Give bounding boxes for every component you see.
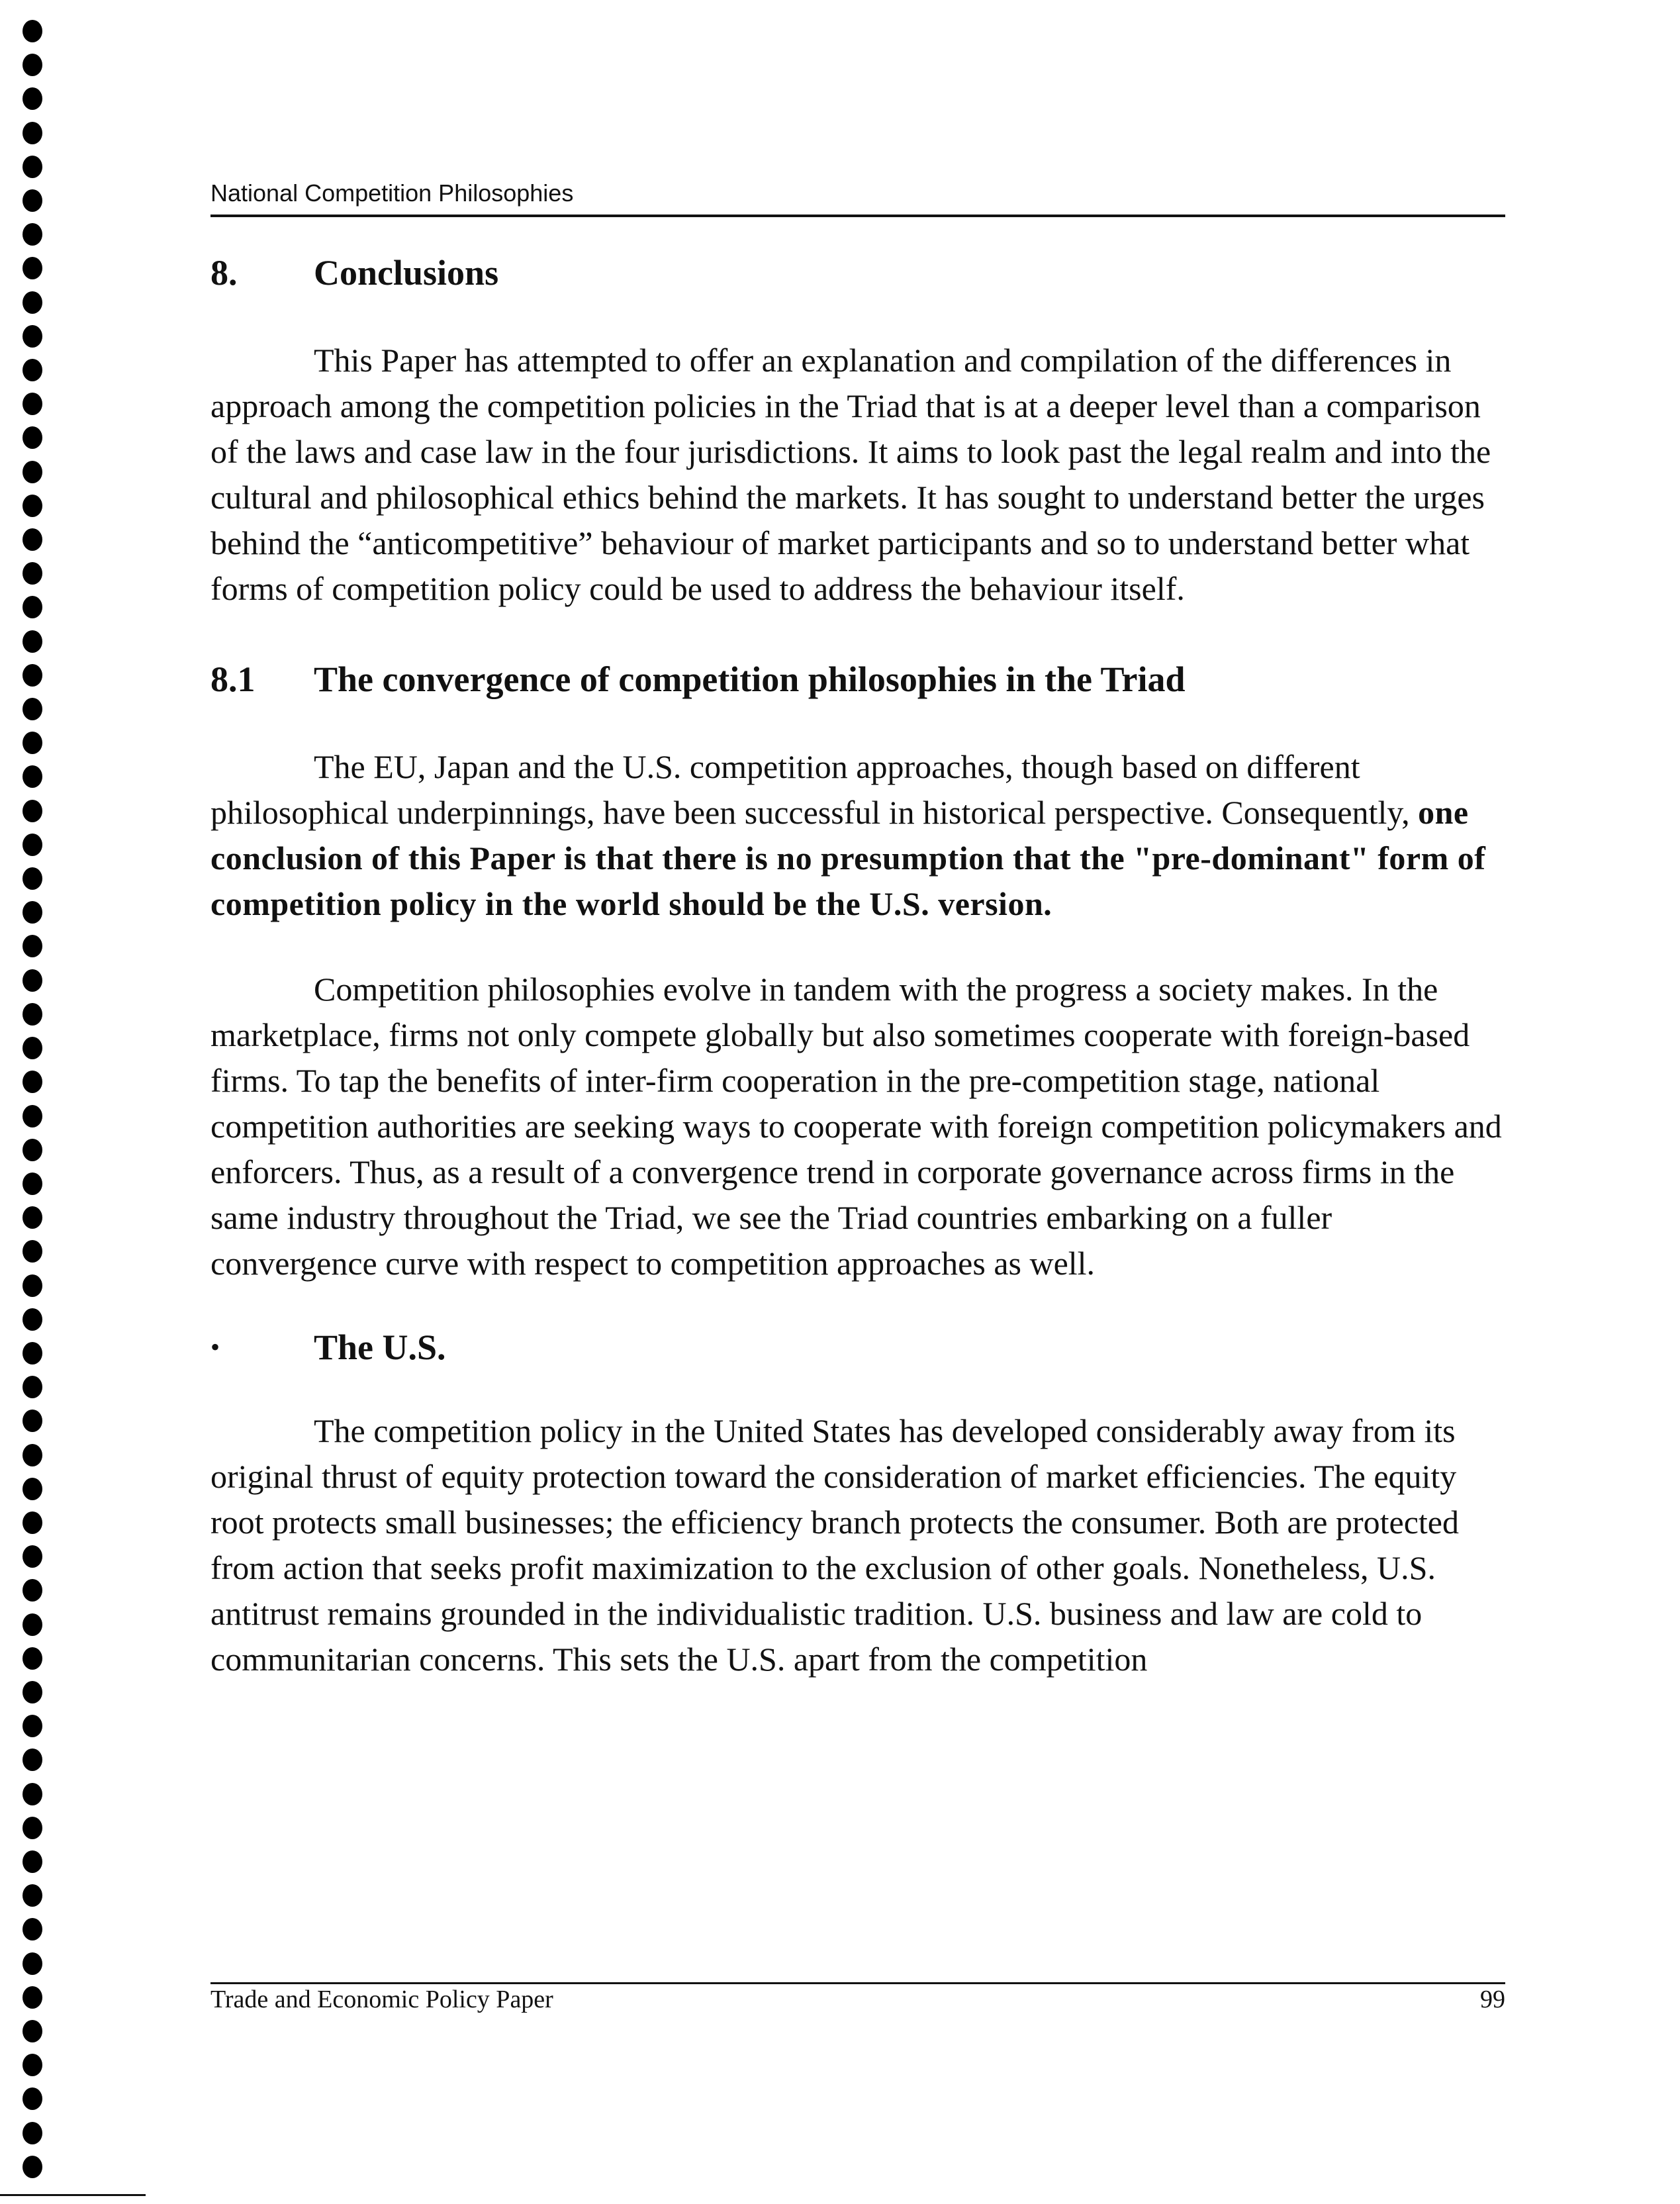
binder-hole <box>23 2122 42 2144</box>
binder-hole <box>23 1715 42 1737</box>
paragraph-evolution: Competition philosophies evolve in tandem with the progress a society makes. In the marketplace, firms not only compete globally but also sometimes cooperate with foreign-based firms. To tap the benefits of inter-firm cooperation in the pre-competition stage, national competition authorities are seeking ways to cooperate with foreign competition policymakers and enforcers. Thus, as a result of a convergence trend in corporate governance across firms in the same industry throughout the Triad, we see the Triad countries embarking on a fuller convergence curve with respect to competition approaches as well. <box>210 971 1502 1282</box>
binder-hole <box>23 765 42 788</box>
binder-hole <box>23 156 42 178</box>
binder-hole <box>23 834 42 856</box>
binder-hole <box>23 1850 42 1873</box>
bullet-marker: • <box>210 1332 220 1362</box>
paragraph-text: The EU, Japan and the U.S. competition approaches, though based on different philosophical underpinnings, have been successful in historical perspective. Consequently, <box>210 748 1410 831</box>
binder-hole <box>23 1817 42 1839</box>
binder-hole <box>23 1545 42 1568</box>
binder-hole <box>23 1274 42 1297</box>
binder-hole <box>23 901 42 924</box>
binder-hole <box>23 800 42 822</box>
binder-hole <box>23 1952 42 1975</box>
paragraph-convergence <box>210 744 1505 927</box>
binder-hole <box>23 1681 42 1703</box>
binder-hole <box>23 1511 42 1534</box>
binder-hole <box>23 935 42 957</box>
binder-hole <box>23 1071 42 1093</box>
section-heading-8-1 <box>210 658 1505 700</box>
section-heading-8 <box>210 252 1505 294</box>
binder-hole <box>23 698 42 720</box>
binder-hole <box>23 1173 42 1195</box>
section-number: 8.1 <box>210 659 256 699</box>
binder-hole <box>23 1240 42 1263</box>
binder-hole <box>23 1206 42 1229</box>
page-number: 99 <box>1480 1986 1505 2013</box>
section-number: 8. <box>210 253 238 293</box>
binder-hole <box>23 1986 42 2009</box>
footer-publication: Trade and Economic Policy Paper <box>210 1986 553 2013</box>
paragraph-bold-conclusion: one conclusion of this Paper is that there is no presumption that the "pre-dominant" form of competition policy in the world should be the U.S. version. <box>210 794 1486 922</box>
page-footer <box>210 1982 1505 2015</box>
binder-hole <box>23 1783 42 1805</box>
binder-hole <box>23 732 42 754</box>
binder-hole <box>23 1037 42 1059</box>
section-title: Conclusions <box>314 253 499 293</box>
binder-hole <box>23 1613 42 1636</box>
binder-hole <box>23 189 42 212</box>
binder-hole <box>23 1308 42 1331</box>
running-header: National Competition Philosophies <box>210 179 1505 217</box>
binder-hole <box>23 1478 42 1500</box>
binder-hole <box>23 223 42 246</box>
bottom-edge-rule <box>0 2194 146 2196</box>
binder-hole <box>23 630 42 653</box>
binder-hole <box>23 2087 42 2110</box>
binder-hole <box>23 1647 42 1670</box>
binder-hole <box>23 495 42 517</box>
binder-hole <box>23 1376 42 1398</box>
binder-hole <box>23 122 42 144</box>
binder-hole <box>23 325 42 348</box>
binder-hole <box>23 1003 42 1026</box>
binder-hole <box>23 1342 42 1365</box>
binder-hole <box>23 359 42 381</box>
binder-hole <box>23 393 42 415</box>
binder-hole <box>23 1139 42 1161</box>
binder-hole <box>23 20 42 42</box>
section-title: The convergence of competition philosophies in the Triad <box>314 659 1186 699</box>
binder-hole <box>23 2054 42 2076</box>
binder-hole <box>23 1105 42 1127</box>
paragraph-conclusions: This Paper has attempted to offer an explanation and compilation of the differences in approach among the competition policies in the Triad that is at a deeper level than a comparison of the laws and case law in the four jurisdictions. It aims to look past the legal realm and into the cultural and philosophical ethics behind the markets. It has sought to understand better the urges behind the “anticompetitive” behaviour of market participants and so to understand better what forms of competition policy could be used to address the behaviour itself. <box>210 342 1491 607</box>
binder-hole <box>23 1749 42 1771</box>
binder-hole <box>23 257 42 279</box>
binder-holes <box>23 20 46 2178</box>
binder-hole <box>23 562 42 585</box>
binder-hole <box>23 54 42 76</box>
binder-hole <box>23 1918 42 1940</box>
subsection-heading-us <box>210 1326 1505 1368</box>
binder-hole <box>23 1579 42 1602</box>
binder-hole <box>23 596 42 618</box>
binder-hole <box>23 291 42 314</box>
binder-hole <box>23 2020 42 2042</box>
binder-hole <box>23 1410 42 1432</box>
binder-hole <box>23 528 42 551</box>
paragraph-us-policy: The competition policy in the United States has developed considerably away from its original thrust of equity protection toward the consideration of market efficiencies. The equity root protects small businesses; the efficiency branch protects the consumer. Both are protected from action that seeks profit maximization to the exclusion of other goals. Nonetheless, U.S. antitrust remains grounded in the individualistic tradition. U.S. business and law are cold to communitarian concerns. This sets the U.S. apart from the competition <box>210 1412 1459 1678</box>
document-body <box>210 252 1505 1682</box>
binder-hole <box>23 461 42 483</box>
binder-hole <box>23 867 42 890</box>
document-page <box>210 179 1505 2033</box>
binder-hole <box>23 2156 42 2178</box>
subsection-title: The U.S. <box>314 1327 446 1367</box>
binder-hole <box>23 87 42 110</box>
binder-hole <box>23 426 42 449</box>
binder-hole <box>23 1884 42 1907</box>
binder-hole <box>23 969 42 992</box>
binder-hole <box>23 1444 42 1466</box>
binder-hole <box>23 664 42 687</box>
